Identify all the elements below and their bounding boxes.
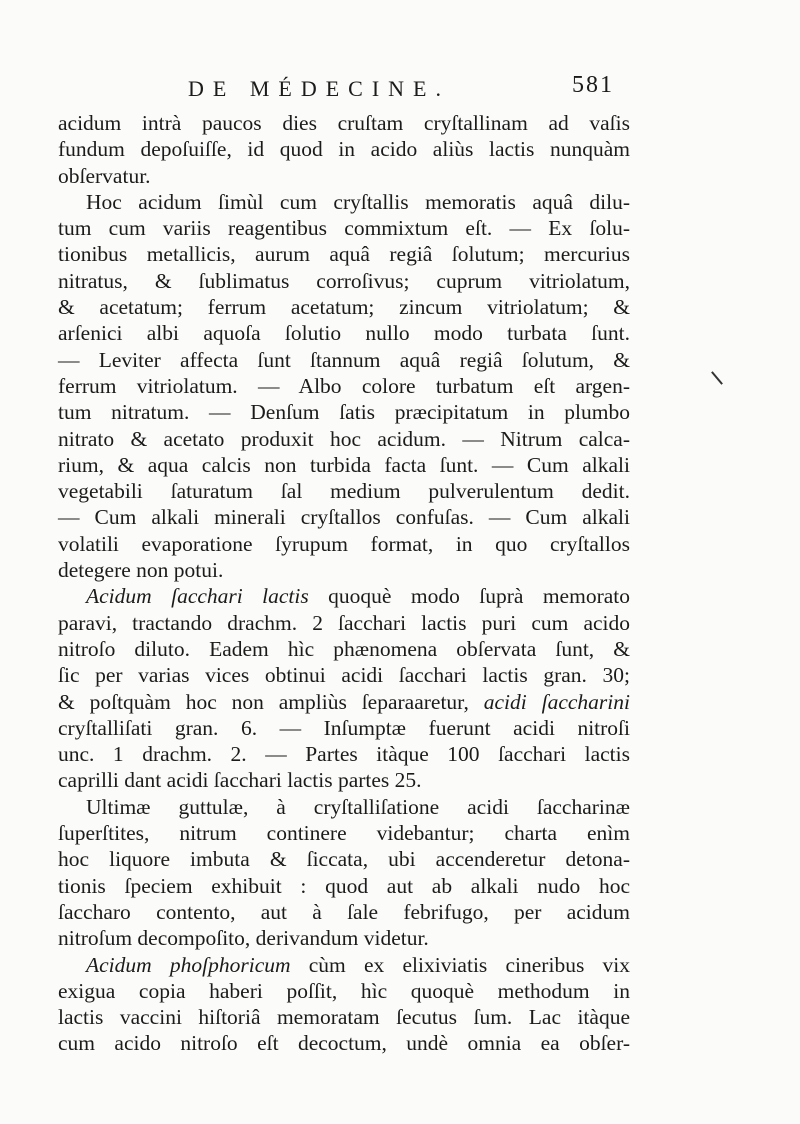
italic-term: acidi ſaccharini <box>483 689 630 714</box>
line-text: nitrato & acetato produxit hoc acidum. — Nitrum calca- <box>58 426 630 451</box>
line-text: vegetabili ſaturatum ſal medium pulverulentum dedit. <box>58 479 630 504</box>
text-line <box>58 110 630 136</box>
line-text: rium, & aqua calcis non turbida facta ſunt. — Cum alkali <box>58 452 630 477</box>
text-line <box>58 189 630 215</box>
line-text: ferrum vitriolatum. — Albo colore turbatum eſt argen- <box>58 373 630 398</box>
line-text: ſaccharo contento, aut à ſale febrifugo, per acidum <box>58 899 630 924</box>
line-text: acidum intrà paucos dies cruſtam cryſtallinam ad vaſis <box>58 111 630 135</box>
text-line <box>58 952 630 978</box>
text-line <box>58 268 630 294</box>
text-line <box>58 504 630 530</box>
line-text: volatili evaporatione ſyrupum format, in quo cryſtallos <box>58 531 630 556</box>
line-text: — Cum alkali minerali cryſtallos confuſas. — Cum alkali <box>58 505 630 530</box>
text-line <box>58 741 630 767</box>
line-text: nitroſo diluto. Eadem hìc phænomena obſervata ſunt, & <box>58 636 630 661</box>
line-text: nitratus, & ſublimatus corroſivus; cuprum vitriolatum, <box>58 268 630 293</box>
line-text: nitroſum decompoſito, derivandum videtur. <box>58 926 429 951</box>
text-line <box>58 873 630 899</box>
italic-term: Acidum phoſphoricum <box>86 952 291 977</box>
line-text: Ultimæ guttulæ, à cryſtalliſatione acidi ſaccharinæ <box>86 794 630 819</box>
stray-pen-mark <box>711 371 723 385</box>
text-line <box>58 794 630 820</box>
text-line <box>58 452 630 478</box>
text-line <box>58 583 630 609</box>
text-line <box>58 136 630 162</box>
line-text: — Leviter affecta ſunt ſtannum aquâ regiâ ſolutum, & <box>58 347 630 372</box>
line-text: caprilli dant acidi ſacchari lactis partes 25. <box>58 768 422 793</box>
line-text: ſic per varias vices obtinui acidi ſacchari lactis gran. 30; <box>58 663 630 688</box>
line-text: & acetatum; ferrum acetatum; zincum vitriolatum; & <box>58 295 630 320</box>
text-line <box>58 399 630 425</box>
line-text: ſuperſtites, nitrum continere videbantur; charta enìm <box>58 821 630 846</box>
text-line <box>58 899 630 925</box>
line-text: arſenici albi aquoſa ſolutio nullo modo turbata ſunt. <box>58 321 630 346</box>
line-text: tum cum variis reagentibus commixtum eſt. — Ex ſolu- <box>58 216 630 241</box>
line-text: tum nitratum. — Denſum ſatis præcipitatum in plumbo <box>58 400 630 425</box>
line-text: cum acido nitroſo eſt decoctum, undè omnia ea obſer- <box>58 1031 630 1056</box>
paragraph <box>58 794 630 952</box>
text-line <box>58 610 630 636</box>
text-line <box>58 846 630 872</box>
text-line <box>58 820 630 846</box>
text-line <box>58 426 630 452</box>
line-text: & poſtquàm hoc non ampliùs ſeparaaretur, <box>58 689 484 714</box>
text-line <box>58 1030 630 1056</box>
text-line <box>58 294 630 320</box>
body-text <box>58 110 630 1057</box>
text-line <box>58 163 630 189</box>
text-line <box>58 347 630 373</box>
text-line <box>58 531 630 557</box>
text-line <box>58 662 630 688</box>
running-title: DE MÉDECINE. <box>188 76 450 101</box>
line-text: Hoc acidum ſimùl cum cryſtallis memoratis aquâ dilu- <box>86 189 630 214</box>
line-text: cùm ex elixiviatis cineribus vix <box>290 952 630 977</box>
text-line <box>58 320 630 346</box>
line-text: cryſtalliſati gran. 6. — Inſumptæ fuerunt acidi nitroſi <box>58 715 630 740</box>
line-text: unc. 1 drachm. 2. — Partes itàque 100 ſacchari lactis <box>58 742 630 767</box>
line-text: detegere non potui. <box>58 558 224 583</box>
line-text: exigua copia haberi poſſit, hìc quoquè methodum in <box>58 978 630 1003</box>
line-text: lactis vaccini hiſtoriâ memoratam ſecutus ſum. Lac itàque <box>58 1005 630 1030</box>
line-text: quoquè modo ſuprà memorato <box>308 584 630 609</box>
italic-term: Acidum ſacchari lactis <box>86 584 309 609</box>
text-line <box>58 767 630 793</box>
paragraph <box>58 583 630 793</box>
text-line <box>58 215 630 241</box>
line-text: fundum depoſuiſſe, id quod in acido aliùs lactis nunquàm <box>58 137 630 162</box>
line-text: obſervatur. <box>58 163 151 188</box>
line-text: tionis ſpeciem exhibuit : quod aut ab alkali nudo hoc <box>58 873 630 898</box>
paragraph <box>58 189 630 583</box>
paragraph <box>58 110 630 189</box>
line-text: tionibus metallicis, aurum aquâ regiâ ſolutum; mercurius <box>58 242 630 267</box>
text-line <box>58 241 630 267</box>
text-line <box>58 925 630 951</box>
text-line <box>58 978 630 1004</box>
text-line <box>58 689 630 715</box>
line-text: hoc liquore imbuta & ſiccata, ubi accenderetur detona- <box>58 847 630 872</box>
text-line <box>58 557 630 583</box>
text-line <box>58 1004 630 1030</box>
line-text: paravi, tractando drachm. 2 ſacchari lactis puri cum acido <box>58 610 630 635</box>
page-number: 581 <box>572 72 614 98</box>
text-line <box>58 636 630 662</box>
text-line <box>58 478 630 504</box>
paragraph <box>58 952 630 1057</box>
text-line <box>58 715 630 741</box>
text-line <box>58 373 630 399</box>
